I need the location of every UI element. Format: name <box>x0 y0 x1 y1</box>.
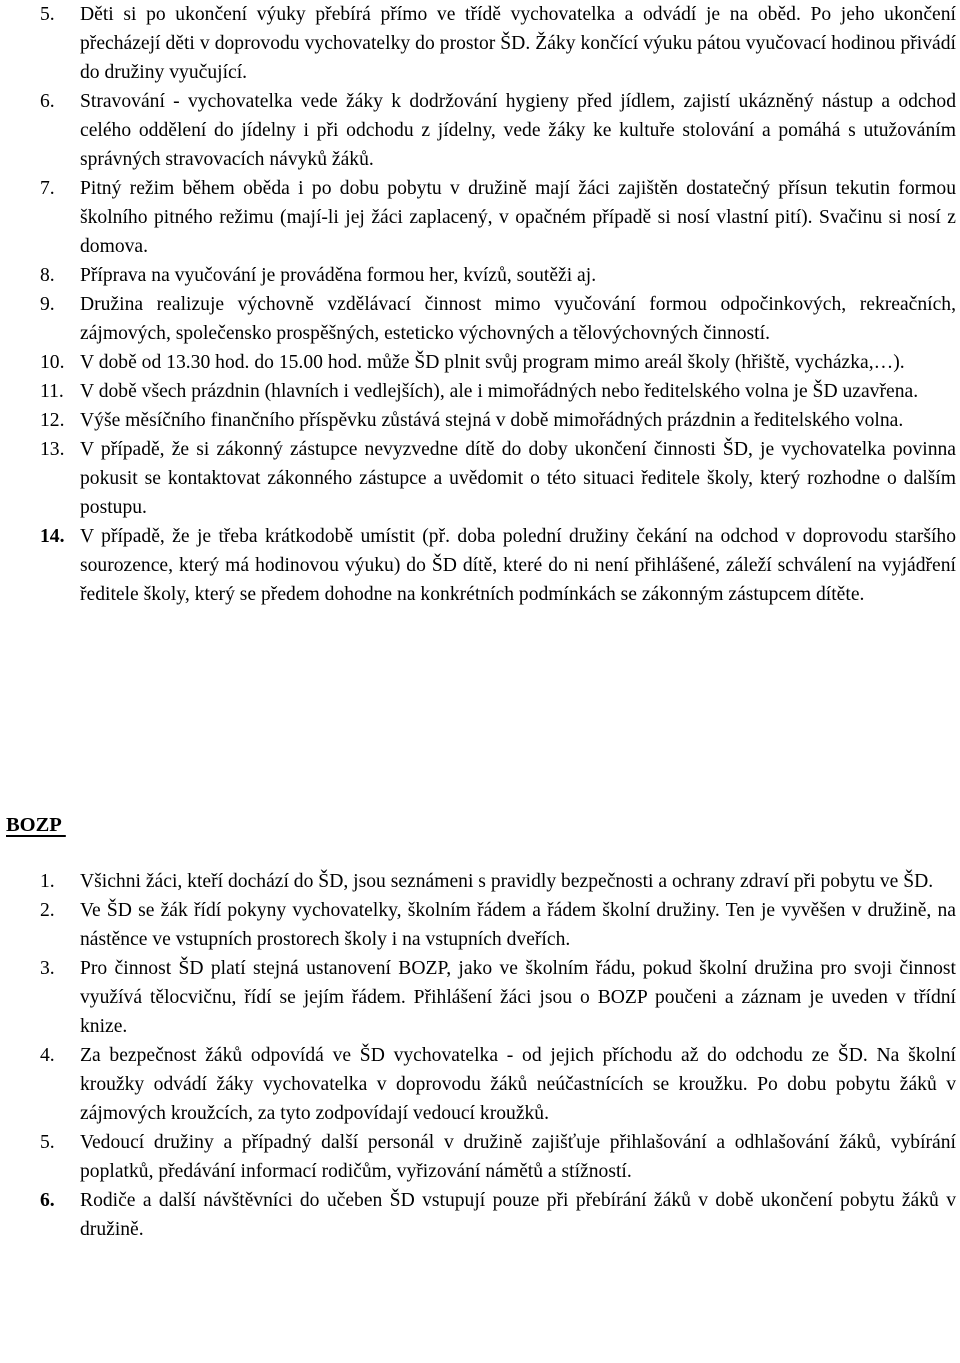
item-number: 10. <box>40 352 65 373</box>
list-item <box>0 406 960 435</box>
item-number: 13. <box>40 439 65 460</box>
list-item <box>0 174 960 261</box>
item-number: 6. <box>40 1190 55 1211</box>
item-text: Výše měsíčního finančního příspěvku zůstává stejná v době mimořádných prázdnin a ředitelského volna. <box>80 410 904 431</box>
item-text: V době od 13.30 hod. do 15.00 hod. může ŠD plnit svůj program mimo areál školy (hřiště, vycházka,…). <box>80 352 905 373</box>
list-item <box>0 522 960 609</box>
bozp-list <box>0 867 960 1244</box>
list-item <box>0 1128 960 1186</box>
item-text: V případě, že si zákonný zástupce nevyzvedne dítě do doby ukončení činnosti ŠD, je vychovatelka povinna pokusit se kontaktovat zákonného zástupce a uvědomit o této situaci ředitele školy, který rozhodne o dalším postupu. <box>80 439 956 518</box>
item-number: 3. <box>40 958 55 979</box>
item-text: Družina realizuje výchovně vzdělávací činnost mimo vyučování formou odpočinkových, rekreačních, zájmových, společensko prospěšných, esteticko výchovných a tělovýchovných činností. <box>80 294 956 344</box>
item-text: Vedoucí družiny a případný další personál v družině zajišťuje přihlašování a odhlašování žáků, vybírání poplatků, předávání informací rodičům, vyřizování námětů a stížností. <box>80 1132 956 1182</box>
list-item <box>0 377 960 406</box>
list-item <box>0 348 960 377</box>
item-number: 5. <box>40 4 55 25</box>
list-item <box>0 87 960 174</box>
list-item <box>0 867 960 896</box>
item-text: Rodiče a další návštěvníci do učeben ŠD vstupují pouze při přebírání žáků v době ukončení pobytu žáků v družině. <box>80 1190 956 1240</box>
list-item <box>0 290 960 348</box>
item-number: 6. <box>40 91 55 112</box>
item-text: Pro činnost ŠD platí stejná ustanovení BOZP, jako ve školním řádu, pokud školní družina pro svoji činnost využívá tělocvičnu, řídí se jejím řádem. Přihlášení žáci jsou o BOZP poučeni a záznam je uveden v třídní knize. <box>80 958 956 1037</box>
item-text: Za bezpečnost žáků odpovídá ve ŠD vychovatelka - od jejich příchodu až do odchodu ze ŠD. Na školní kroužky odvádí žáky vychovatelka v doprovodu žáků neúčastnících se kroužku. Po dobu pobytu žáků v zájmových kroužcích, za tyto zodpovídají vedoucí kroužků. <box>80 1045 956 1124</box>
list-item <box>0 896 960 954</box>
rules-list <box>0 0 960 609</box>
item-text: Příprava na vyučování je prováděna formou her, kvízů, soutěži aj. <box>80 265 597 286</box>
item-number: 8. <box>40 265 55 286</box>
item-text: Ve ŠD se žák řídí pokyny vychovatelky, školním řádem a řádem školní družiny. Ten je vyvěšen v družině, na nástěnce ve vstupních prostorech školy i na vstupních dveřích. <box>80 900 956 950</box>
item-number: 5. <box>40 1132 55 1153</box>
list-item <box>0 954 960 1041</box>
item-text: V době všech prázdnin (hlavních i vedlejších), ale i mimořádných nebo ředitelského volna je ŠD uzavřena. <box>80 381 919 402</box>
item-number: 9. <box>40 294 55 315</box>
item-text: V případě, že je třeba krátkodobě umístit (př. doba polední družiny čekání na odchod v doprovodu staršího sourozence, který má hodinovou výuku) do ŠD dítě, které do ni není přihlášené, záleží schválení na vyjádření ředitele školy, který se předem dohodne na konkrétních podmínkách se zákonným zástupcem dítěte. <box>80 526 956 605</box>
item-text: Pitný režim během oběda i po dobu pobytu v družině mají žáci zajištěn dostatečný přísun tekutin formou školního pitného režimu (mají-li jej žáci zaplacený, v opačném případě si nosí vlastní pití). Svačinu si nosí z domova. <box>80 178 956 257</box>
item-number: 14. <box>40 526 65 547</box>
item-number: 12. <box>40 410 65 431</box>
item-text: Všichni žáci, kteří dochází do ŠD, jsou seznámeni s pravidly bezpečnosti a ochrany zdraví při pobytu ve ŠD. <box>80 871 934 892</box>
item-number: 1. <box>40 871 55 892</box>
item-text: Děti si po ukončení výuky přebírá přímo ve třídě vychovatelka a odvádí je na oběd. Po jeho ukončení přecházejí děti v doprovodu vychovatelky do prostor ŠD. Žáky končící výuku pátou vyučovací hodinou přivádí do družiny vyučující. <box>80 4 956 83</box>
list-item <box>0 1186 960 1244</box>
list-item <box>0 261 960 290</box>
list-item <box>0 435 960 522</box>
item-number: 7. <box>40 178 55 199</box>
item-text: Stravování - vychovatelka vede žáky k dodržování hygieny před jídlem, zajistí ukázněný nástup a odchod celého oddělení do jídelny i při odchodu z jídelny, vede žáky ke kultuře stolování a pomáhá s utužováním správných stravovacích návyků žáků. <box>80 91 956 170</box>
section-heading-bozp: BOZP <box>6 814 66 836</box>
item-number: 11. <box>40 381 64 402</box>
item-number: 2. <box>40 900 55 921</box>
list-item <box>0 0 960 87</box>
item-number: 4. <box>40 1045 55 1066</box>
list-item <box>0 1041 960 1128</box>
